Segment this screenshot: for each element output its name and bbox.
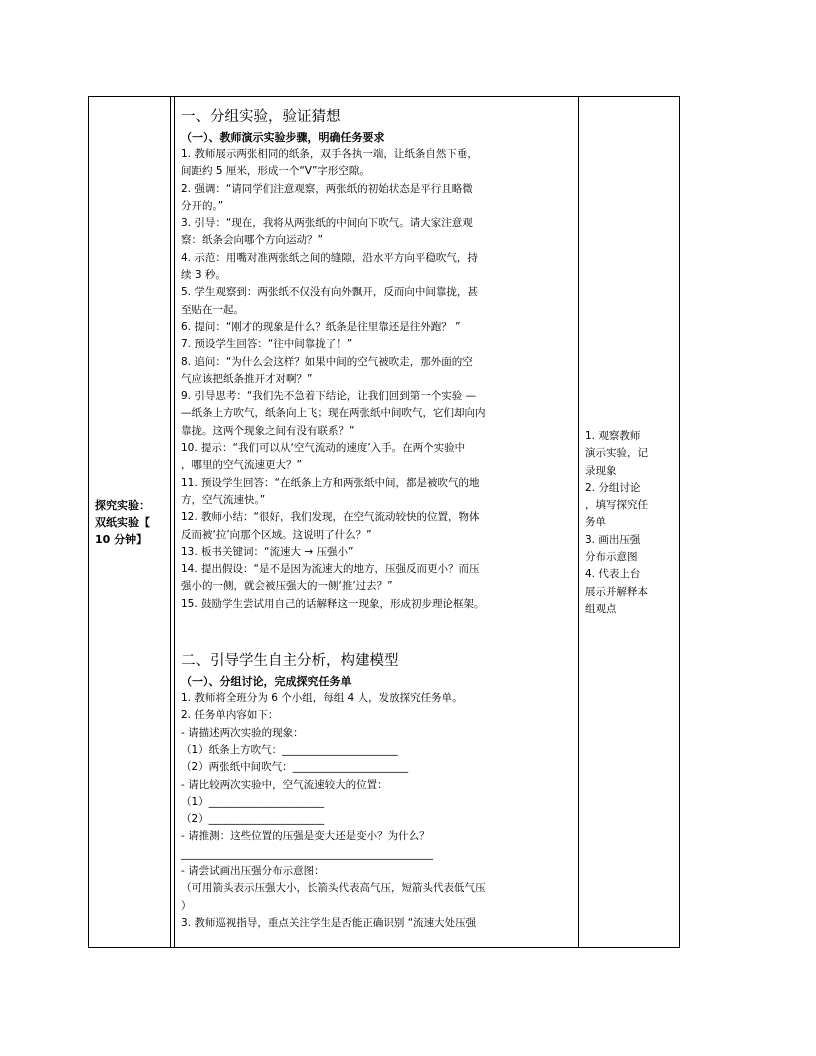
text-line: 4. 代表上台 xyxy=(585,568,641,581)
text-line: ，填写探究任 xyxy=(585,499,648,512)
text-line: 务单 xyxy=(585,516,606,529)
text-line: 演示实验，记 xyxy=(585,447,648,460)
text-line: 方，空气流速快。” xyxy=(181,493,266,506)
column-divider xyxy=(174,97,175,947)
section2-body xyxy=(181,690,571,932)
text-line: - 请推测：这些位置的压强是变大还是变小？为什么？ xyxy=(181,830,430,843)
text-line: （2）两张纸中间吹气：______________________ xyxy=(181,761,409,774)
text-line: 14. 提出假设：“是不是因为流速大的地方，压强反而更小？而压 xyxy=(181,563,480,576)
text-line: 8. 追问：“为什么会这样？如果中间的空气被吹走，那外面的空 xyxy=(181,355,473,368)
text-line: 11. 预设学生回答：“在纸条上方和两张纸中间，都是被吹气的地 xyxy=(181,476,480,489)
text-line: 10. 提示：“我们可以从‘空气流动的速度’入手。在两个实验中 xyxy=(181,442,466,455)
text-line: 展示并解释本 xyxy=(585,585,648,598)
stage-label-line: 双纸实验【 xyxy=(95,516,150,529)
text-line: 1. 观察教师 xyxy=(585,430,641,442)
text-line: 续 3 秒。 xyxy=(181,269,226,282)
section-title: 二、引导学生自主分析，构建模型 xyxy=(181,653,399,670)
text-line: 2. 分组讨论 xyxy=(585,481,641,494)
text-line: 7. 预设学生回答：“往中间靠拢了！” xyxy=(181,338,353,351)
section-subtitle: （一）、分组讨论，完成探究任务单 xyxy=(181,675,352,689)
text-line: 反而被‘拉’向那个区域。这说明了什么？” xyxy=(181,528,372,541)
text-line: ，哪里的空气流速更大？” xyxy=(181,459,302,472)
text-line: 靠拢。这两个现象之间有没有联系？” xyxy=(181,424,355,437)
text-line: 3. 引导：“现在，我将从两张纸的中间向下吹气。请大家注意观 xyxy=(181,217,473,230)
section1-body xyxy=(181,146,571,613)
text-line: 1. 教师展示两张相同的纸条，双手各执一端，让纸条自然下垂， xyxy=(181,148,478,160)
text-line: 强小的一侧，就会被压强大的一侧‘推’过去？” xyxy=(181,580,393,593)
text-line: 6. 提问：“刚才的现象是什么？纸条是往里靠还是往外跑？ ” xyxy=(181,320,461,333)
text-line: 察：纸条会向哪个方向运动？” xyxy=(181,234,323,247)
stage-label-line: 探究实验： xyxy=(95,499,150,512)
text-line: 1. 教师将全班分为 6 个小组，每组 4 人，发放探究任务单。 xyxy=(181,692,463,705)
text-line: - 请描述两次实验的现象： xyxy=(181,726,304,739)
text-line: - 请尝试画出压强分布示意图： xyxy=(181,864,325,877)
text-line: 组观点 xyxy=(585,602,617,615)
text-line: 录现象 xyxy=(585,464,617,477)
text-line: 2. 任务单内容如下： xyxy=(181,709,279,722)
text-line: （1）纸条上方吹气：______________________ xyxy=(181,743,398,756)
text-line: 12. 教师小结：“很好，我们发现，在空气流动较快的位置，物体 xyxy=(181,511,480,524)
column-divider xyxy=(578,97,579,947)
text-line: （1）______________________ xyxy=(181,795,325,808)
text-line: 9. 引导思考：“我们先不急着下结论，让我们回到第一个实验 — xyxy=(181,390,477,403)
text-line: 2. 强调：“请同学们注意观察，两张纸的初始状态是平行且略微 xyxy=(181,182,473,195)
text-line: 3. 教师巡视指导，重点关注学生是否能正确识别 “流速大处压强 xyxy=(181,916,477,929)
text-line: - 请比较两次实验中，空气流速较大的位置： xyxy=(181,778,388,791)
lesson-table xyxy=(88,96,680,948)
text-line: 分布示意图 xyxy=(585,551,638,564)
text-line: 4. 示范：用嘴对准两张纸之间的缝隙，沿水平方向平稳吹气，持 xyxy=(181,251,478,264)
teacher-activity-cell xyxy=(181,107,571,932)
text-line: 至贴在一起。 xyxy=(181,303,244,316)
text-line: 气应该把纸条推开才对啊？” xyxy=(181,372,313,385)
section-subtitle: （一）、教师演示实验步骤，明确任务要求 xyxy=(181,131,385,144)
text-line: —纸条上方吹气，纸条向上飞；现在两张纸中间吹气，它们却向内 xyxy=(181,407,486,420)
text-line: 15. 鼓励学生尝试用自己的话解释这一现象，形成初步理论框架。 xyxy=(181,597,485,610)
section-title: 一、分组实验，验证猜想 xyxy=(181,109,341,125)
student-activity-cell xyxy=(585,428,673,618)
text-line: 分开的。” xyxy=(181,199,224,212)
text-line: ） xyxy=(181,899,192,912)
stage-label-cell xyxy=(95,497,167,548)
text-line: 13. 板书关键词：“流速大 → 压强小” xyxy=(181,545,354,558)
text-line: ________________________________________________ xyxy=(181,847,433,860)
text-line: 间距约 5 厘米，形成一个“V”字形空隙。 xyxy=(181,165,370,178)
text-line: （可用箭头表示压强大小，长箭头代表高气压，短箭头代表低气压 xyxy=(181,882,486,895)
text-line: 3. 画出压强 xyxy=(585,533,641,546)
stage-label-line: 10 分钟】 xyxy=(95,533,148,546)
column-divider xyxy=(170,97,171,947)
text-line: 5. 学生观察到：两张纸不仅没有向外飘开，反而向中间靠拢，甚 xyxy=(181,286,478,299)
text-line: （2）______________________ xyxy=(181,813,325,826)
